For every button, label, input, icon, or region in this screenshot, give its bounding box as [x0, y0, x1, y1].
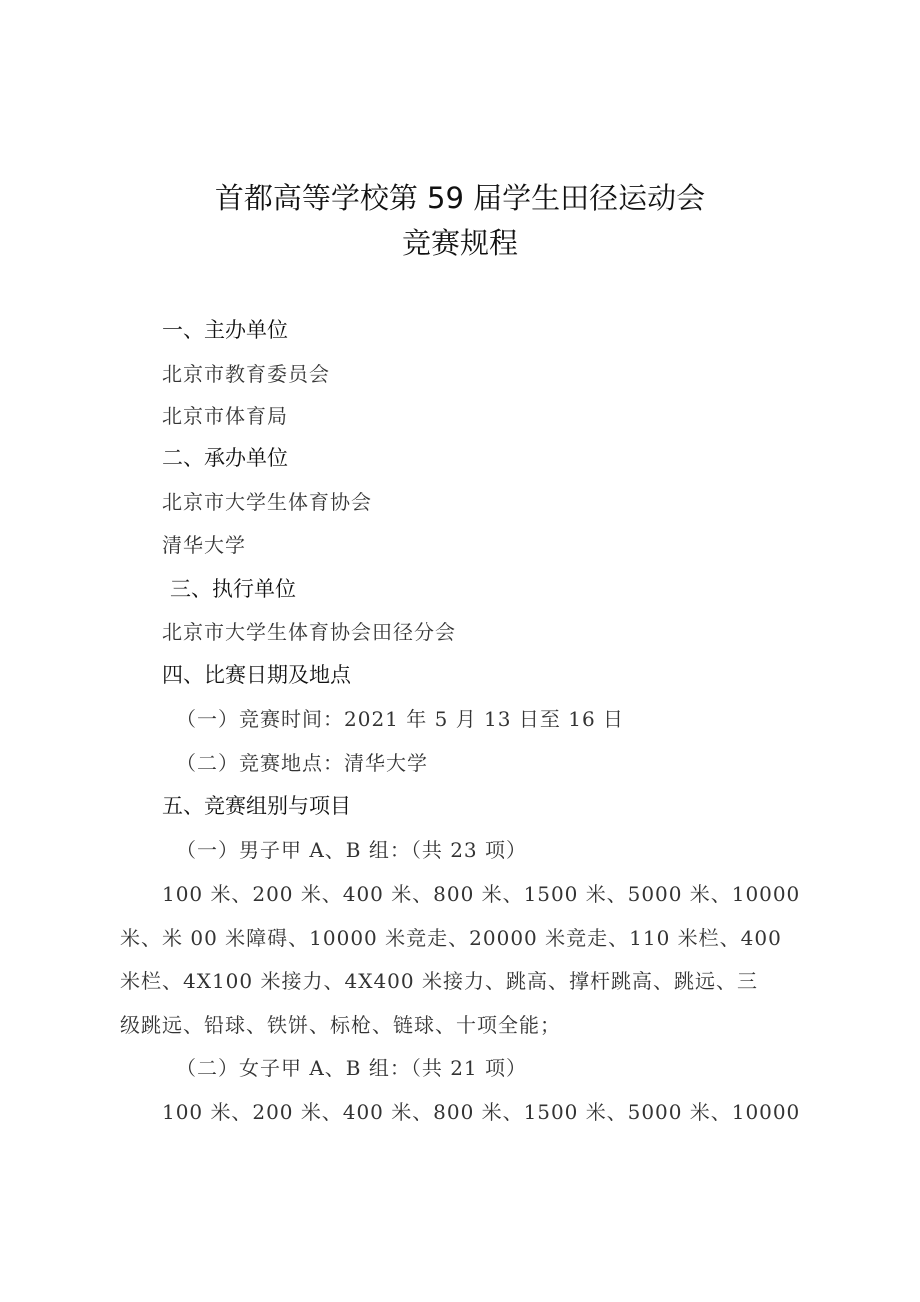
men-events-line: 100 米、200 米、400 米、800 米、1500 米、5000 米、10000 [162, 882, 801, 906]
title-line-1: 首都高等学校第 59 届学生田径运动会 [214, 181, 706, 215]
date-line: （一）竞赛时间：2021 年 5 月 13 日至 16 日 [176, 707, 625, 731]
section-heading: 四、比赛日期及地点 [162, 663, 351, 687]
section-heading: 二、承办单位 [162, 446, 288, 470]
organizer-line: 北京市体育局 [162, 404, 288, 428]
women-events-line: 100 米、200 米、400 米、800 米、1500 米、5000 米、10000 [162, 1100, 801, 1124]
organizer-line: 北京市教育委员会 [162, 362, 330, 386]
men-group-heading: （一）男子甲 A、B 组：（共 23 项） [176, 838, 528, 862]
men-events-line: 米栏、4X100 米接力、4X400 米接力、跳高、撑杆跳高、跳远、三 [120, 969, 758, 993]
executor-line: 北京市大学生体育协会田径分会 [162, 620, 456, 644]
section-heading: 五、竞赛组别与项目 [162, 794, 351, 818]
host-line: 清华大学 [162, 533, 246, 557]
men-events-line: 米、米 00 米障碍、10000 米竞走、20000 米竞走、110 米栏、400 [120, 926, 782, 950]
men-events-line: 级跳远、铅球、铁饼、标枪、链球、十项全能； [120, 1013, 561, 1037]
venue-line: （二）竞赛地点：清华大学 [176, 751, 428, 775]
section-heading: 一、主办单位 [162, 318, 288, 342]
section-heading: 三、执行单位 [170, 577, 296, 601]
host-line: 北京市大学生体育协会 [162, 490, 372, 514]
title-line-2: 竞赛规程 [401, 226, 518, 260]
women-group-heading: （二）女子甲 A、B 组：（共 21 项） [176, 1056, 528, 1080]
